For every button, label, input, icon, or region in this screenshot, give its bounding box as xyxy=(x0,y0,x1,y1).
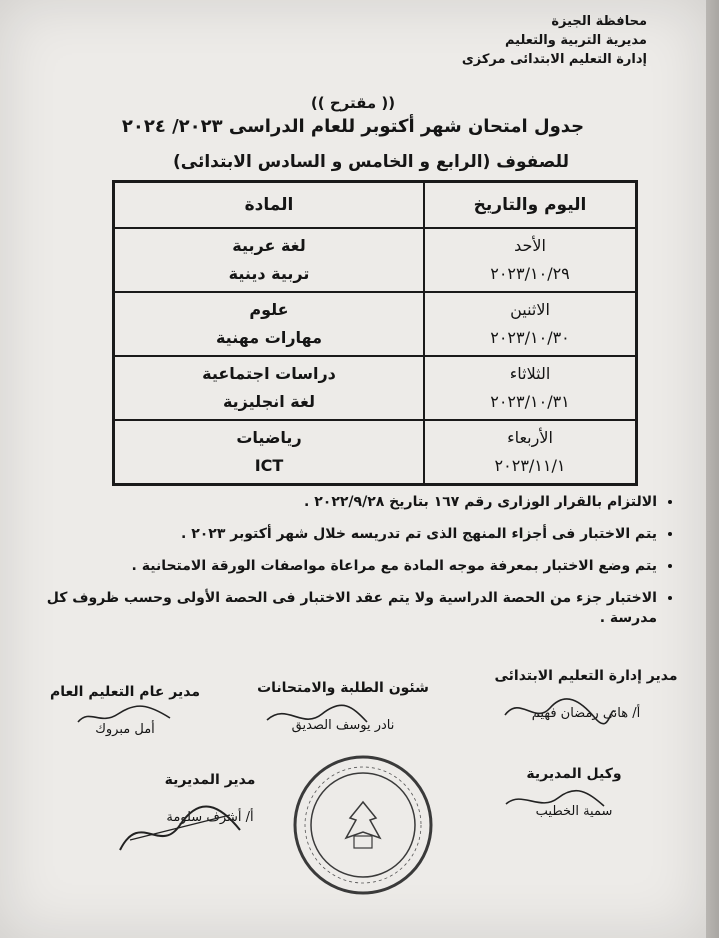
handwritten-signature xyxy=(70,700,180,732)
subject-name: علوم xyxy=(249,300,289,319)
official-stamp xyxy=(288,750,438,900)
column-header-day-date: اليوم والتاريخ xyxy=(424,182,637,229)
exam-date: ٢٠٢٣/١١/١ xyxy=(494,456,566,475)
signature-title: وكيل المديرية xyxy=(526,766,622,782)
subject-name: رياضيات xyxy=(236,428,302,447)
letterhead-governorate: محافظة الجيزة xyxy=(551,14,647,29)
letterhead-administration: إدارة التعليم الابتدائى مركزى xyxy=(461,52,647,67)
proposal-label: (( مقترح )) xyxy=(310,94,396,112)
subject-cell xyxy=(114,228,425,292)
exam-date: ٢٠٢٣/١٠/٢٩ xyxy=(490,264,570,283)
letterhead xyxy=(427,12,647,69)
table-row xyxy=(114,420,637,485)
signature-title: مدير إدارة التعليم الابتدائى xyxy=(494,668,678,684)
day-date-cell xyxy=(424,420,637,485)
notes-section xyxy=(19,492,679,640)
subject-cell xyxy=(114,420,425,485)
signature-title: مدير المديرية xyxy=(164,772,256,788)
signature-title: شئون الطلبة والامتحانات xyxy=(257,680,429,696)
signature-name: أ/ هانى رمضان فهيم xyxy=(531,706,641,721)
note-item: • يتم وضع الاختبار بمعرفة موجه المادة مع مراعاة مواصفات الورقة الامتحانية . xyxy=(19,556,657,576)
day-name: الأربعاء xyxy=(507,428,553,447)
note-item: • الالتزام بالقرار الوزارى رقم ١٦٧ بتاريخ ٢٠٢٢/٩/٢٨ . xyxy=(19,492,657,512)
day-date-cell xyxy=(424,292,637,356)
table-header-row xyxy=(114,182,637,229)
subject-cell xyxy=(114,356,425,420)
handwritten-signature xyxy=(110,800,250,860)
subject-name: ICT xyxy=(254,456,284,475)
subject-name: تربية دينية xyxy=(228,264,310,283)
table-row xyxy=(114,292,637,356)
day-name: الثلاثاء xyxy=(509,364,551,383)
day-date-cell xyxy=(424,228,637,292)
letterhead-directorate: مديرية التربية والتعليم xyxy=(504,33,647,48)
signature-title: مدير عام التعليم العام xyxy=(50,684,200,700)
day-name: الأحد xyxy=(514,236,546,255)
note-item: • يتم الاختبار فى أجزاء المنهج الذى تم تدريسه خلال شهر أكتوبر ٢٠٢٣ . xyxy=(19,524,657,544)
table-row xyxy=(114,356,637,420)
background-edge xyxy=(706,0,719,938)
table-row xyxy=(114,228,637,292)
exam-schedule-table xyxy=(112,180,638,486)
day-date-cell xyxy=(424,356,637,420)
subject-name: دراسات اجتماعية xyxy=(202,364,336,383)
subject-cell xyxy=(114,292,425,356)
subject-name: لغة عربية xyxy=(232,236,306,255)
document-title: جدول امتحان شهر أكتوبر للعام الدراسى ٢٠٢٣/ ٢٠٢٤ xyxy=(121,116,585,137)
column-header-subject: المادة xyxy=(114,182,425,229)
handwritten-signature xyxy=(500,690,620,730)
signature-name: أمل مبروك xyxy=(95,722,155,737)
day-name: الاثنين xyxy=(510,300,550,319)
handwritten-signature xyxy=(500,786,610,816)
subject-name: لغة انجليزية xyxy=(222,392,316,411)
exam-date: ٢٠٢٣/١٠/٣١ xyxy=(490,392,570,411)
subject-name: مهارات مهنية xyxy=(215,328,323,347)
signature-name: نادر يوسف الصديق xyxy=(291,718,395,733)
signature-name: أ/ أشرف سلومة xyxy=(166,810,254,825)
handwritten-signature xyxy=(262,700,372,734)
exam-date: ٢٠٢٣/١٠/٣٠ xyxy=(490,328,570,347)
note-item: • الاختبار جزء من الحصة الدراسية ولا يتم عقد الاختبار فى الحصة الأولى وحسب ظروف كل مدرسة . xyxy=(19,588,657,628)
notes-list xyxy=(19,492,679,628)
signature-name: سمية الخطيب xyxy=(535,804,613,819)
document-subtitle: للصفوف (الرابع و الخامس و السادس الابتدائى) xyxy=(172,152,569,172)
